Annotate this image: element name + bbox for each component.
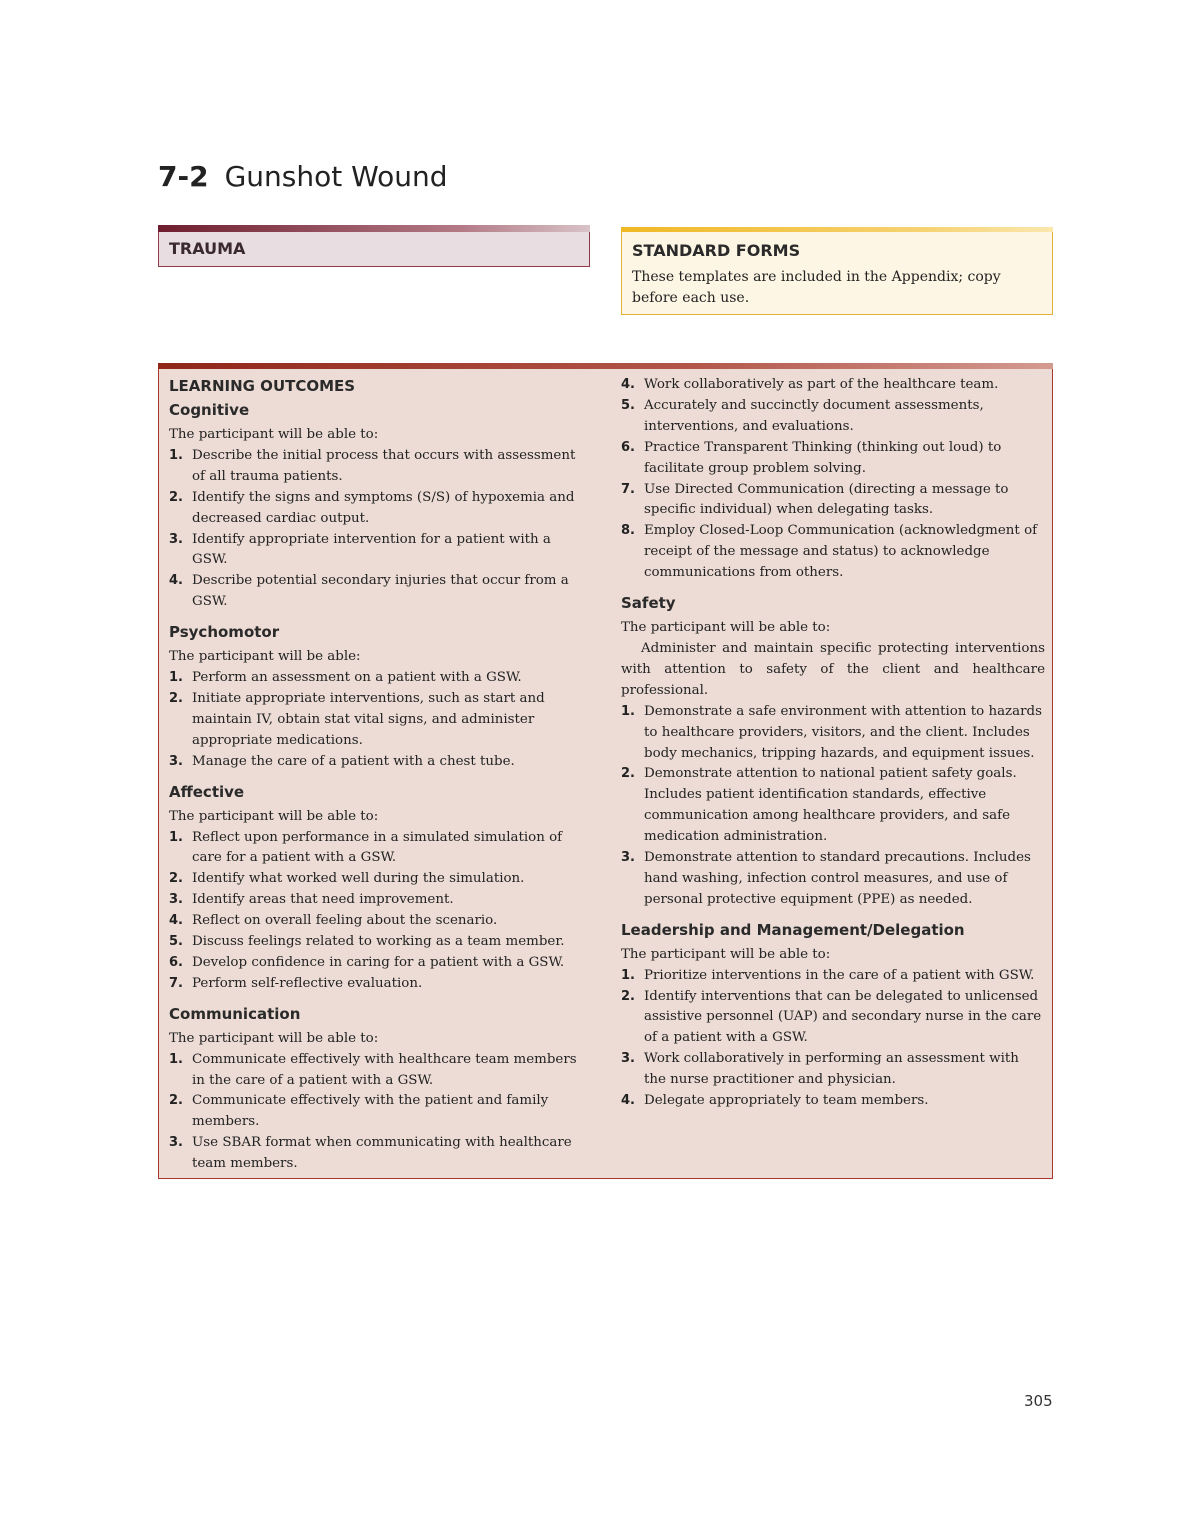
right-column (621, 375, 1045, 1112)
list-item: 2. Identify what worked well during the simulation. (169, 871, 525, 887)
cognitive-list (169, 446, 589, 613)
list-item: 2. Communicate effectively with the patient and family members. (169, 1093, 549, 1130)
cognitive-intro: The participant will be able to: (169, 427, 379, 442)
safety-list (621, 702, 1045, 911)
learning-outcomes-heading: LEARNING OUTCOMES (169, 377, 356, 395)
list-item: 1. Perform an assessment on a patient with a GSW. (169, 670, 522, 686)
list-item: 4. Reflect on overall feeling about the scenario. (169, 913, 498, 929)
communication-heading: Communication (169, 1004, 301, 1023)
safety-intro: The participant will be able to: (621, 620, 831, 636)
affective-list (169, 828, 589, 995)
trauma-label: TRAUMA (169, 239, 246, 258)
list-item: 1. Prioritize interventions in the care of a patient with GSW. (621, 967, 1035, 983)
leadership-list (621, 966, 1045, 1112)
learning-outcomes-bar (158, 363, 1053, 369)
standard-forms-bar (621, 227, 1053, 232)
list-item: 1. Communicate effectively with healthcare team members in the care of a patient with a GSW. (169, 1051, 577, 1088)
list-item: 3. Identify appropriate intervention for a patient with a GSW. (169, 531, 551, 568)
communication-list-part1 (169, 1050, 589, 1175)
list-item: 1. Demonstrate a safe environment with attention to hazards to healthcare providers, visitors, and the client. Includes body mechanics, tripping hazards, and equipment issues. (621, 703, 1042, 761)
page-title (158, 160, 448, 193)
learning-outcomes-box (158, 363, 1053, 1179)
safety-heading: Safety (621, 594, 676, 613)
standard-forms-text: These templates are included in the Appendix; copy before each use. (632, 269, 1001, 306)
section-title: Gunshot Wound (224, 160, 448, 193)
section-number: 7-2 (158, 160, 209, 193)
standard-forms-label: STANDARD FORMS (632, 241, 801, 260)
list-item: 1. Reflect upon performance in a simulated simulation of care for a patient with a GSW. (169, 829, 563, 866)
list-item: 7. Use Directed Communication (directing a message to specific individual) when delegating tasks. (621, 481, 1009, 518)
page-number: 305 (1024, 1392, 1053, 1410)
communication-intro: The participant will be able to: (169, 1030, 379, 1046)
cognitive-heading: Cognitive (169, 401, 250, 419)
left-column (169, 375, 589, 1175)
list-item: 6. Develop confidence in caring for a patient with a GSW. (169, 954, 565, 970)
affective-intro: The participant will be able to: (169, 808, 379, 824)
list-item: 3. Demonstrate attention to standard precautions. Includes hand washing, infection control measures, and use of personal protective equipment (PPE) as needed. (621, 850, 1031, 907)
communication-list-part2 (621, 375, 1045, 584)
leadership-intro: The participant will be able to: (621, 946, 831, 962)
list-item: 1. Describe the initial process that occurs with assessment of all trauma patients. (169, 447, 576, 484)
list-item: 2. Initiate appropriate interventions, such as start and maintain IV, obtain stat vital signs, and administer appropriate medications. (169, 690, 545, 748)
list-item: 5. Discuss feelings related to working as a team member. (169, 934, 565, 950)
psychomotor-heading: Psychomotor (169, 623, 280, 642)
list-item: 3. Use SBAR format when communicating with healthcare team members. (169, 1135, 572, 1172)
affective-heading: Affective (169, 782, 245, 801)
list-item: 2. Demonstrate attention to national patient safety goals. Includes patient identification standards, effective communication among healthcare providers, and safe medication administration. (621, 766, 1017, 845)
psychomotor-intro: The participant will be able: (169, 649, 361, 665)
list-item: 4. Work collaboratively as part of the healthcare team. (621, 377, 999, 392)
trauma-bar (158, 225, 590, 232)
psychomotor-list (169, 668, 589, 773)
list-item: 4. Delegate appropriately to team members. (621, 1093, 929, 1109)
list-item: 8. Employ Closed-Loop Communication (acknowledgment of receipt of the message and status) to acknowledge communications from others. (621, 523, 1038, 581)
list-item: 3. Work collaboratively in performing an assessment with the nurse practitioner and physician. (621, 1051, 1019, 1088)
list-item: 4. Describe potential secondary injuries that occur from a GSW. (169, 573, 569, 610)
list-item: 2. Identify interventions that can be delegated to unlicensed assistive personnel (UAP) and secondary nurse in the care of a patient with a GSW. (621, 988, 1042, 1046)
trauma-box (158, 225, 590, 267)
safety-paragraph: Administer and maintain specific protecting interventions with attention to safety of the client and healthcare professional. (621, 640, 1045, 698)
list-item: 3. Manage the care of a patient with a chest tube. (169, 753, 515, 769)
list-item: 7. Perform self-reflective evaluation. (169, 975, 423, 991)
list-item: 5. Accurately and succinctly document assessments, interventions, and evaluations. (621, 397, 984, 434)
leadership-heading: Leadership and Management/Delegation (621, 920, 965, 939)
list-item: 2. Identify the signs and symptoms (S/S) of hypoxemia and decreased cardiac output. (169, 489, 575, 526)
list-item: 6. Practice Transparent Thinking (thinking out loud) to facilitate group problem solving. (621, 439, 1002, 476)
standard-forms-box (621, 227, 1053, 315)
list-item: 3. Identify areas that need improvement. (169, 892, 454, 908)
